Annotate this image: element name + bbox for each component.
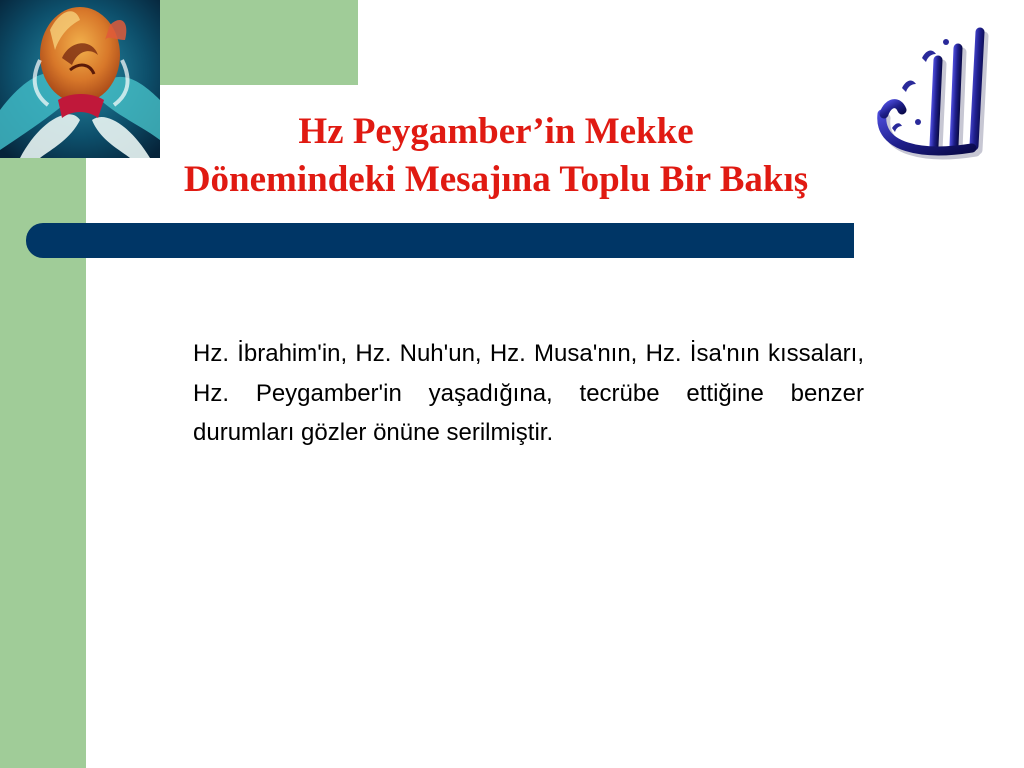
slide-title xyxy=(96,108,896,204)
title-underline-bar xyxy=(26,223,854,258)
slide-title-line-1: Hz Peygamber’in Mekke xyxy=(298,111,694,152)
slide-title-line-2: Dönemindeki Mesajına Toplu Bir Bakış xyxy=(183,159,809,200)
slide-body-text: Hz. İbrahim'in, Hz. Nuh'un, Hz. Musa'nın, Hz. İsa'nın kıssaları, Hz. Peygamber'in yaşadığına, tecrübe ettiğine benzer durumları gözler önüne serilmiştir. xyxy=(193,340,864,446)
